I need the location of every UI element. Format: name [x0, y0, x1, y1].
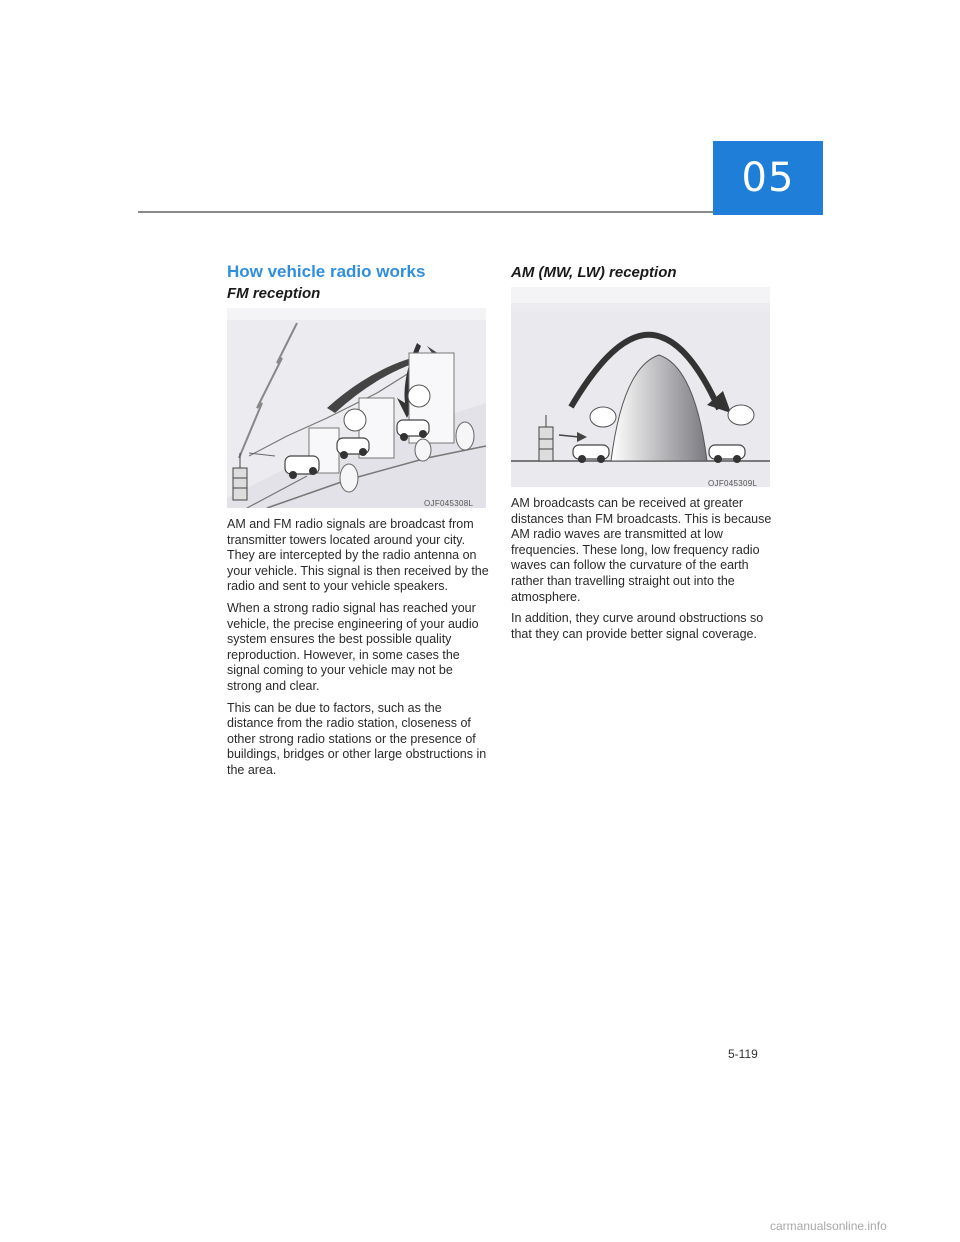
- am-figure-code: OJF045309L: [708, 479, 758, 488]
- fm-body: [227, 517, 489, 785]
- section-title: How vehicle radio works: [227, 262, 426, 281]
- page-number: 5-119: [728, 1047, 758, 1061]
- fm-paragraph: When a strong radio signal has reached your vehicle, the precise engineering of your audio system ensures the best possible quality reproduction. However, in some cases the signal coming to your vehicle may not be strong and clear.: [227, 600, 479, 693]
- am-body: [511, 496, 773, 648]
- am-reception-illustration: [511, 287, 770, 487]
- am-heading: AM (MW, LW) reception: [511, 264, 677, 281]
- am-paragraph: AM broadcasts can be received at greater distances than FM broadcasts. This is because AM radio waves are transmitted at low frequencies. These long, low frequency radio waves can follow the curvature of the earth rather than travelling straight out into the atmosphere.: [511, 496, 772, 604]
- fm-paragraph: This can be due to factors, such as the distance from the radio station, closeness of other strong radio stations or the presence of buildings, bridges or other large obstructions in the area.: [227, 700, 487, 777]
- fm-heading: FM reception: [227, 285, 321, 302]
- am-paragraph: In addition, they curve around obstructions so that they can provide better signal coverage.: [511, 611, 764, 641]
- fm-paragraph: AM and FM radio signals are broadcast from transmitter towers located around your city. They are intercepted by the radio antenna on your vehicle. This signal is then received by the radio and sent to your vehicle speakers.: [227, 517, 489, 594]
- watermark: carmanualsonline.info: [770, 1219, 887, 1233]
- fm-reception-illustration: [227, 308, 486, 508]
- header-rule: [138, 211, 713, 213]
- fm-figure-code: OJF045308L: [424, 499, 474, 508]
- chapter-tab: 05: [713, 141, 823, 215]
